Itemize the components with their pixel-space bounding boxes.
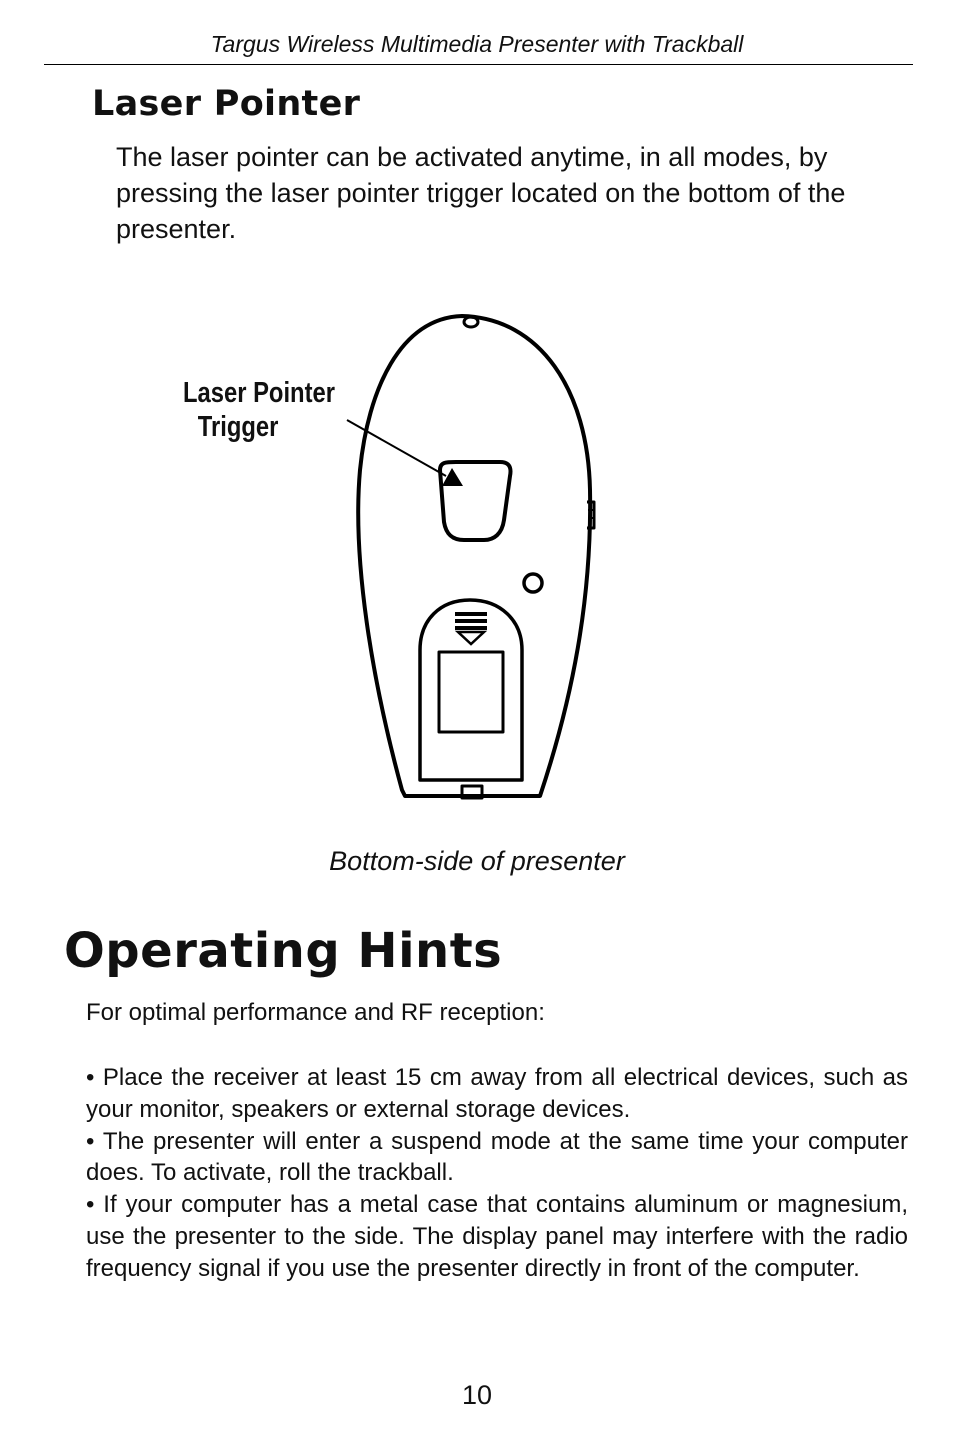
battery-door (420, 600, 522, 780)
hint-item: • Place the receiver at least 15 cm away from all electrical devices, such as your monitor, speakers or external storage devices. (86, 1064, 908, 1123)
operating-hints-heading: Operating Hints (64, 923, 503, 979)
header-rule (44, 64, 913, 65)
running-header: Targus Wireless Multimedia Presenter with Trackball (210, 31, 744, 57)
small-hole (524, 574, 542, 592)
hint-item: • If your computer has a metal case that contains aluminum or magnesium, use the presenter to the side. The display panel may interfere with the radio frequency signal if you use the presenter directly in front of the computer. (86, 1191, 908, 1282)
trigger-button (440, 462, 511, 540)
hint-item: • The presenter will enter a suspend mode at the same time your computer does. To activate, roll the trackball. (86, 1127, 908, 1187)
trigger-arrow-icon (442, 468, 463, 486)
battery-window (439, 652, 503, 732)
side-grip (587, 502, 594, 528)
laser-pointer-body: The laser pointer can be activated anytime, in all modes, by pressing the laser pointer trigger located on the bottom of the presenter. (116, 142, 846, 244)
hints-list (86, 1062, 908, 1285)
top-notch (464, 317, 478, 327)
bottom-tab (462, 786, 482, 798)
hints-lead: For optimal performance and RF reception: (86, 999, 545, 1026)
figure-caption: Bottom-side of presenter (329, 846, 625, 876)
presenter-body-outline (358, 316, 590, 796)
laser-pointer-heading: Laser Pointer (92, 84, 361, 124)
page-number: 10 (461, 1380, 493, 1410)
callout-leader-line (347, 420, 446, 476)
trigger-callout-label (183, 376, 335, 444)
callout-line-2: Trigger (197, 411, 279, 443)
callout-line-1: Laser Pointer (183, 377, 335, 409)
